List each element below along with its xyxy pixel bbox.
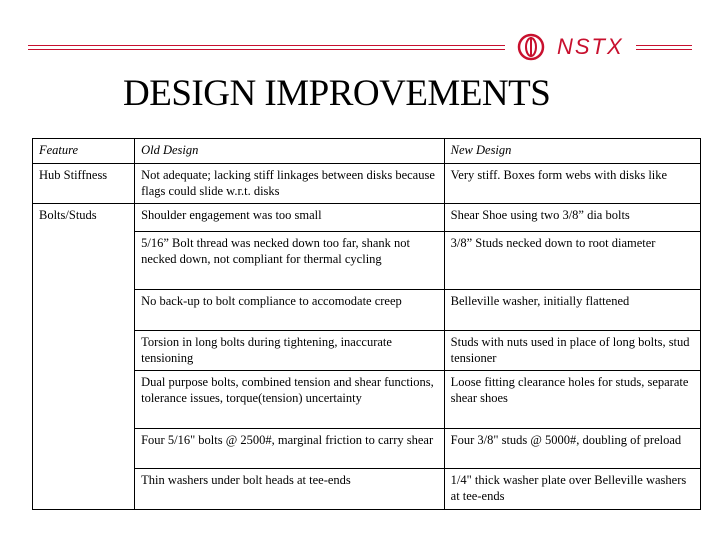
table-row	[33, 469, 701, 510]
logo-emblem-icon	[517, 33, 545, 61]
new-design-cell: 1/4" thick washer plate over Belleville washers at tee-ends	[444, 469, 700, 510]
old-design-cell: 5/16” Bolt thread was necked down too far, shank not necked down, not compliant for thermal cycling	[135, 232, 445, 290]
feature-cell: Bolts/Studs	[33, 204, 135, 232]
old-design-cell: Shoulder engagement was too small	[135, 204, 445, 232]
table-header-row	[33, 139, 701, 164]
header-new-design: New Design	[444, 139, 700, 164]
header-line-left-top	[28, 45, 505, 46]
new-design-cell: Very stiff. Boxes form webs with disks like	[444, 164, 700, 204]
table-row	[33, 290, 701, 331]
old-design-cell: Thin washers under bolt heads at tee-ends	[135, 469, 445, 510]
new-design-cell: Shear Shoe using two 3/8” dia bolts	[444, 204, 700, 232]
nstx-logo	[517, 33, 693, 61]
new-design-cell: Belleville washer, initially flattened	[444, 290, 700, 331]
new-design-cell: Loose fitting clearance holes for studs, separate shear shoes	[444, 371, 700, 429]
new-design-cell: Four 3/8" studs @ 5000#, doubling of preload	[444, 429, 700, 469]
design-improvements-table	[32, 138, 701, 510]
new-design-cell: Studs with nuts used in place of long bolts, stud tensioner	[444, 331, 700, 371]
feature-cell	[33, 429, 135, 469]
old-design-cell: No back-up to bolt compliance to accomodate creep	[135, 290, 445, 331]
old-design-cell: Torsion in long bolts during tightening, inaccurate tensioning	[135, 331, 445, 371]
feature-cell	[33, 232, 135, 290]
header-old-design: Old Design	[135, 139, 445, 164]
new-design-cell: 3/8” Studs necked down to root diameter	[444, 232, 700, 290]
table-row	[33, 331, 701, 371]
table-row	[33, 204, 701, 232]
header-feature: Feature	[33, 139, 135, 164]
feature-cell	[33, 371, 135, 429]
logo-text: NSTX	[557, 34, 624, 59]
old-design-cell: Dual purpose bolts, combined tension and shear functions, tolerance issues, torque(tension) uncertainty	[135, 371, 445, 429]
table-row	[33, 232, 701, 290]
page-title: DESIGN IMPROVEMENTS	[123, 73, 551, 114]
feature-cell	[33, 331, 135, 371]
table-row	[33, 429, 701, 469]
table-row	[33, 371, 701, 429]
feature-cell	[33, 290, 135, 331]
table-row	[33, 164, 701, 204]
header-line-left-bottom	[28, 49, 505, 50]
old-design-cell: Not adequate; lacking stiff linkages between disks because flags could slide w.r.t. disks	[135, 164, 445, 204]
old-design-cell: Four 5/16" bolts @ 2500#, marginal friction to carry shear	[135, 429, 445, 469]
feature-cell: Hub Stiffness	[33, 164, 135, 204]
feature-cell	[33, 469, 135, 510]
